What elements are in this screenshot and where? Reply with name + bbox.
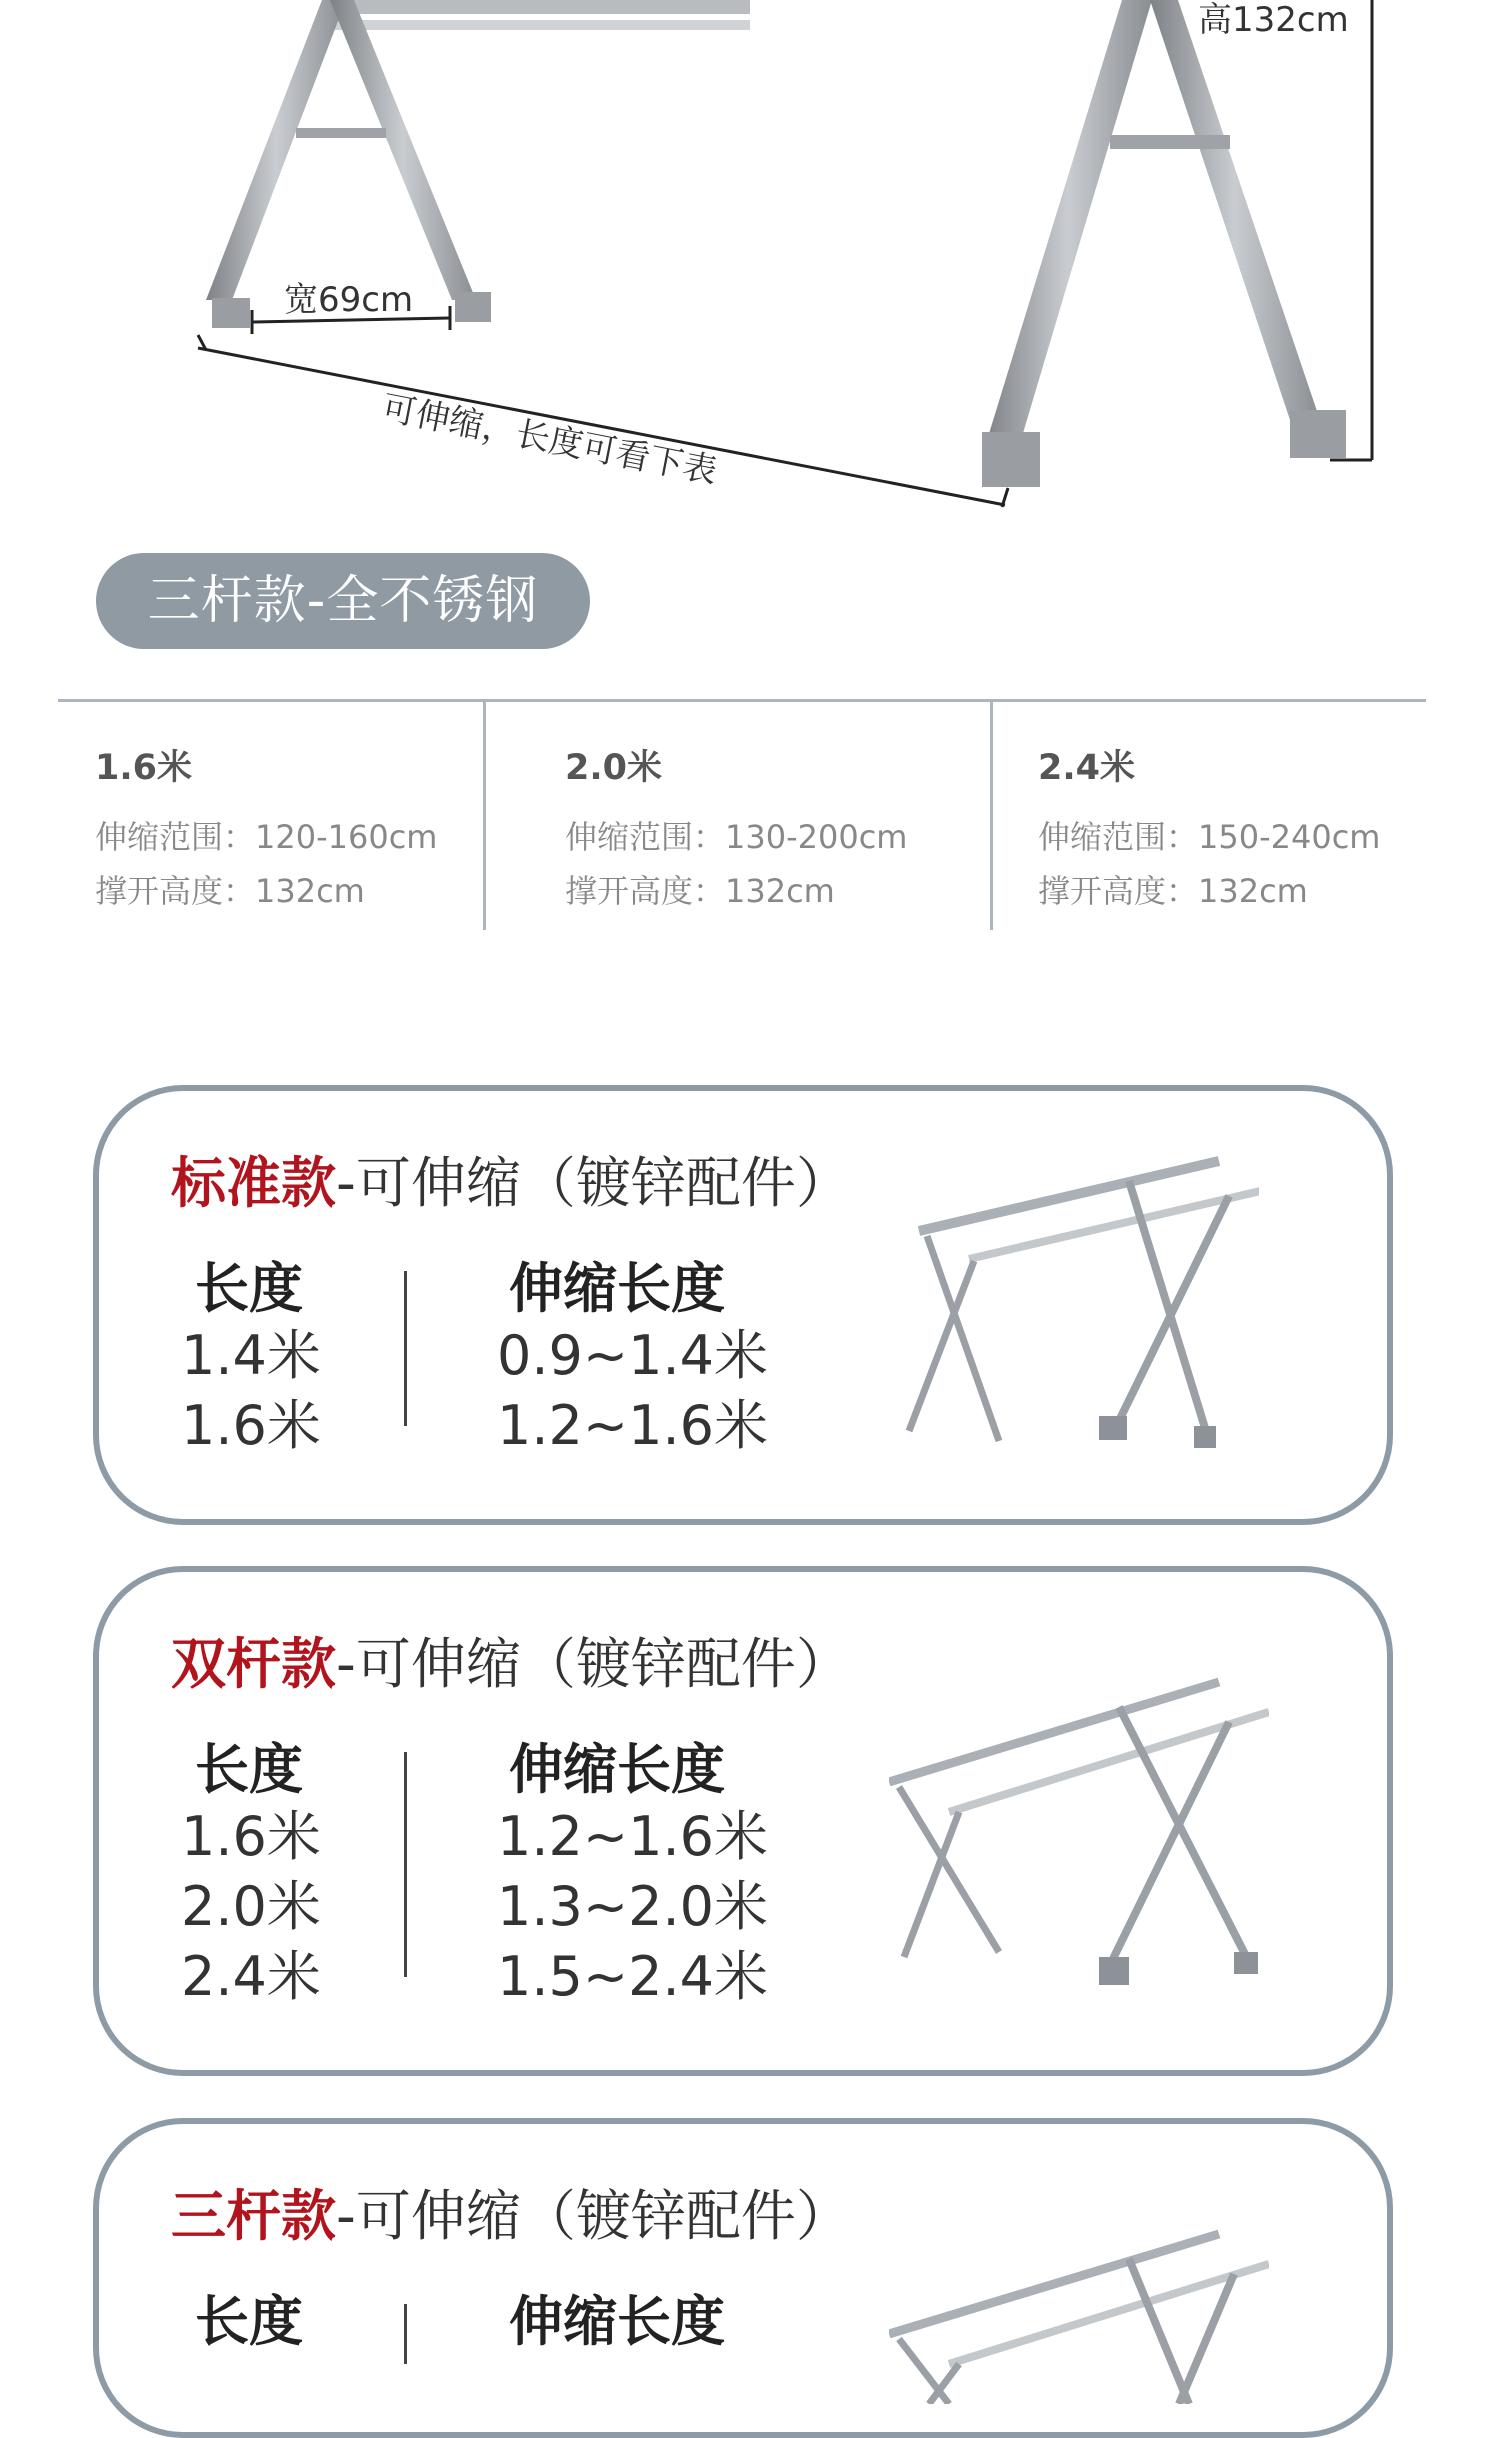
spec-divider [483,700,486,930]
column-separator [404,2304,407,2364]
heading-divider [58,699,1426,702]
length-value: 1.4米 [181,1324,321,1387]
spec-size: 2.0米 [565,748,663,788]
height-label: 高132cm [1198,0,1349,40]
spec-column-3 [1038,740,1380,918]
spec-range: 伸缩范围：150-240cm [1038,818,1381,856]
spec-column-2 [565,740,907,918]
column-separator [404,1271,407,1426]
width-label: 宽69cm [284,280,414,320]
stretch-value: 0.9~1.4米 [497,1324,769,1387]
rack-image-standard [899,1141,1259,1481]
card-title [171,1139,851,1218]
product-card-double-rod [93,1566,1393,2076]
rack-drawing [0,0,1500,520]
spec-size: 1.6米 [95,748,193,788]
rack-image-triple-rod [889,2204,1269,2404]
rack-dimension-diagram [0,0,1500,520]
spec-height: 撑开高度：132cm [1038,872,1308,910]
length-value: 2.4米 [181,1945,321,2008]
section-heading-pill: 三杆款-全不锈钢 [96,553,590,649]
stretch-header: 伸缩长度 [509,1738,725,1801]
length-value: 1.6米 [181,1394,321,1457]
product-card-triple-rod [93,2118,1393,2438]
spec-height: 撑开高度：132cm [565,872,835,910]
card-model-name: 双杆款 [171,1632,337,1696]
length-label: 可伸缩，长度可看下表 [378,387,721,492]
spec-range: 伸缩范围：130-200cm [565,818,908,856]
stretch-value: 1.5~2.4米 [497,1945,769,2008]
rack-image-double-rod [889,1632,1269,2012]
spec-size: 2.4米 [1038,748,1136,788]
stretch-value: 1.3~2.0米 [497,1875,769,1938]
card-model-name: 三杆款 [171,2184,337,2248]
spec-divider [990,700,993,930]
length-value: 1.6米 [181,1805,321,1868]
stretch-header: 伸缩长度 [509,1257,725,1320]
length-value: 2.0米 [181,1875,321,1938]
card-subtitle: -可伸缩（镀锌配件） [336,1632,851,1696]
spec-column-1 [95,740,437,918]
length-header: 长度 [195,1257,303,1320]
spec-height: 撑开高度：132cm [95,872,365,910]
stretch-header: 伸缩长度 [509,2290,725,2353]
card-model-name: 标准款 [171,1151,337,1215]
card-subtitle: -可伸缩（镀锌配件） [336,2184,851,2248]
length-header: 长度 [195,2290,303,2353]
stretch-value: 1.2~1.6米 [497,1394,769,1457]
stretch-value: 1.2~1.6米 [497,1805,769,1868]
product-card-standard [93,1085,1393,1525]
length-header: 长度 [195,1738,303,1801]
column-separator [404,1752,407,1977]
spec-range: 伸缩范围：120-160cm [95,818,438,856]
card-subtitle: -可伸缩（镀锌配件） [336,1151,851,1215]
card-title [171,2172,851,2251]
card-title [171,1620,851,1699]
